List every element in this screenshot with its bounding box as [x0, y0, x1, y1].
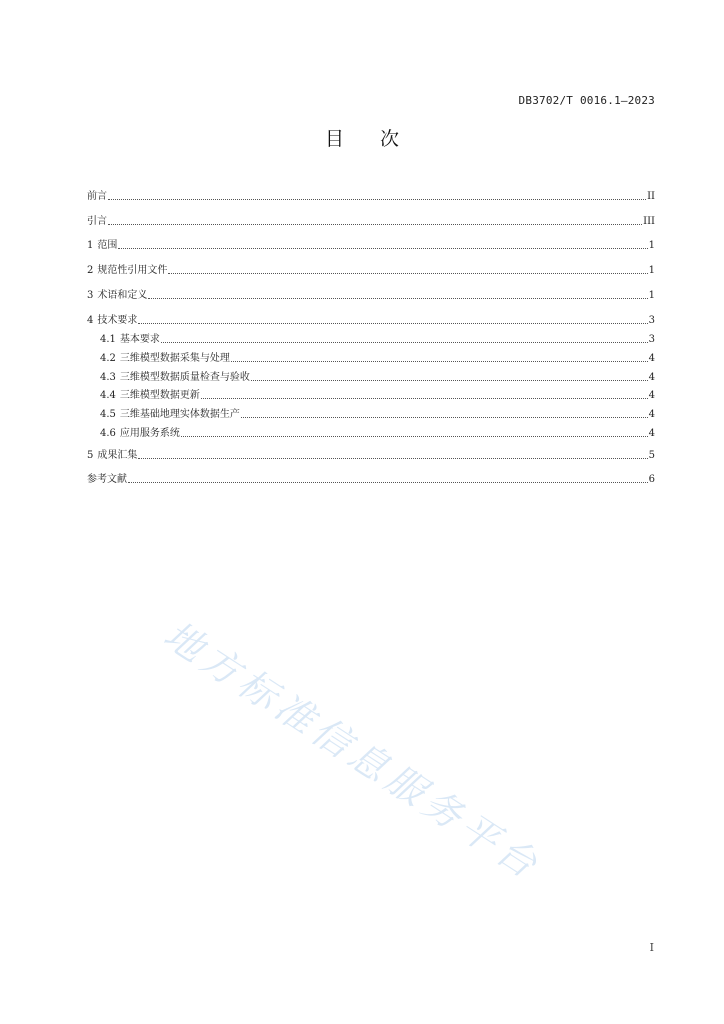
dot-leader	[138, 449, 647, 459]
toc-entry-page: 4	[648, 372, 655, 383]
title-char-2: 次	[380, 128, 400, 150]
page-title	[0, 124, 724, 151]
toc-entry-title: 应用服务系统	[119, 428, 180, 439]
title-char-1: 目	[324, 128, 344, 150]
toc-entry-number: 4.4	[100, 390, 116, 401]
toc-entry-title: 术语和定义	[97, 290, 148, 301]
toc-entry-title: 引言	[87, 216, 107, 227]
toc-entry-technical-requirements[interactable]	[87, 314, 655, 328]
dot-leader	[181, 427, 648, 437]
toc-entry-number: 3	[87, 290, 94, 301]
dot-leader	[161, 333, 648, 343]
toc-entry-number: 4.1	[100, 334, 116, 345]
toc-entry-title: 参考文献	[87, 474, 127, 485]
dot-leader	[148, 289, 647, 299]
toc-entry-page: 4	[648, 390, 655, 401]
toc-entry-page: 1	[648, 240, 655, 251]
watermark: 地方标准信息服务平台	[156, 612, 550, 890]
toc-entry-number: 5	[87, 450, 94, 461]
toc-entry-scope[interactable]	[87, 239, 655, 253]
toc-entry-4-1[interactable]	[100, 333, 655, 347]
toc-entry-title: 成果汇集	[97, 450, 138, 461]
toc-entry-bibliography[interactable]	[87, 473, 655, 487]
toc-entry-title: 范围	[97, 240, 118, 251]
toc-entry-number: 4.5	[100, 409, 116, 420]
toc-entry-number: 4.6	[100, 428, 116, 439]
toc-entry-page: III	[643, 216, 655, 227]
toc-entry-page: II	[647, 191, 655, 202]
dot-leader	[138, 314, 647, 324]
toc-entry-4-2[interactable]	[100, 352, 655, 366]
toc-entry-page: 1	[648, 265, 655, 276]
dot-leader	[168, 264, 647, 274]
toc-entry-title: 三维模型数据更新	[119, 390, 200, 401]
toc-entry-title: 三维模型数据质量检查与验收	[119, 372, 250, 383]
dot-leader	[118, 239, 647, 249]
toc-entry-title: 三维基础地理实体数据生产	[119, 409, 240, 420]
toc-entry-title: 基本要求	[119, 334, 160, 345]
toc-entry-title: 前言	[87, 191, 107, 202]
toc-entry-terms[interactable]	[87, 289, 655, 303]
toc-entry-4-3[interactable]	[100, 371, 655, 385]
dot-leader	[241, 408, 648, 418]
toc-entry-number: 2	[87, 265, 94, 276]
toc-entry-4-4[interactable]	[100, 389, 655, 403]
toc-entry-normative-references[interactable]	[87, 264, 655, 278]
dot-leader	[251, 371, 648, 381]
toc-entry-results[interactable]	[87, 449, 655, 463]
toc-entry-4-6[interactable]	[100, 427, 655, 441]
toc-entry-page: 4	[648, 353, 655, 364]
toc-entry-page: 6	[648, 474, 655, 485]
toc-entry-4-5[interactable]	[100, 408, 655, 422]
document-code: DB3702/T 0016.1—2023	[518, 94, 655, 107]
toc-entry-page: 5	[648, 450, 655, 461]
dot-leader	[201, 389, 648, 399]
toc-entry-number: 1	[87, 240, 94, 251]
toc-entry-foreword[interactable]	[87, 190, 655, 204]
toc-entry-page: 3	[648, 315, 655, 326]
toc-entry-page: 4	[648, 428, 655, 439]
toc-entry-title: 技术要求	[97, 315, 138, 326]
page-number: I	[649, 941, 654, 954]
toc-entry-introduction[interactable]	[87, 215, 655, 229]
toc-entry-page: 3	[648, 334, 655, 345]
dot-leader	[108, 190, 646, 200]
toc-entry-number: 4	[87, 315, 94, 326]
dot-leader	[108, 215, 642, 225]
toc-entry-number: 4.3	[100, 372, 116, 383]
toc-entry-title: 规范性引用文件	[97, 265, 168, 276]
toc-entry-page: 4	[648, 409, 655, 420]
toc-entry-title: 三维模型数据采集与处理	[119, 353, 230, 364]
dot-leader	[231, 352, 648, 362]
dot-leader	[128, 473, 648, 483]
toc-entry-page: 1	[648, 290, 655, 301]
toc-entry-number: 4.2	[100, 353, 116, 364]
